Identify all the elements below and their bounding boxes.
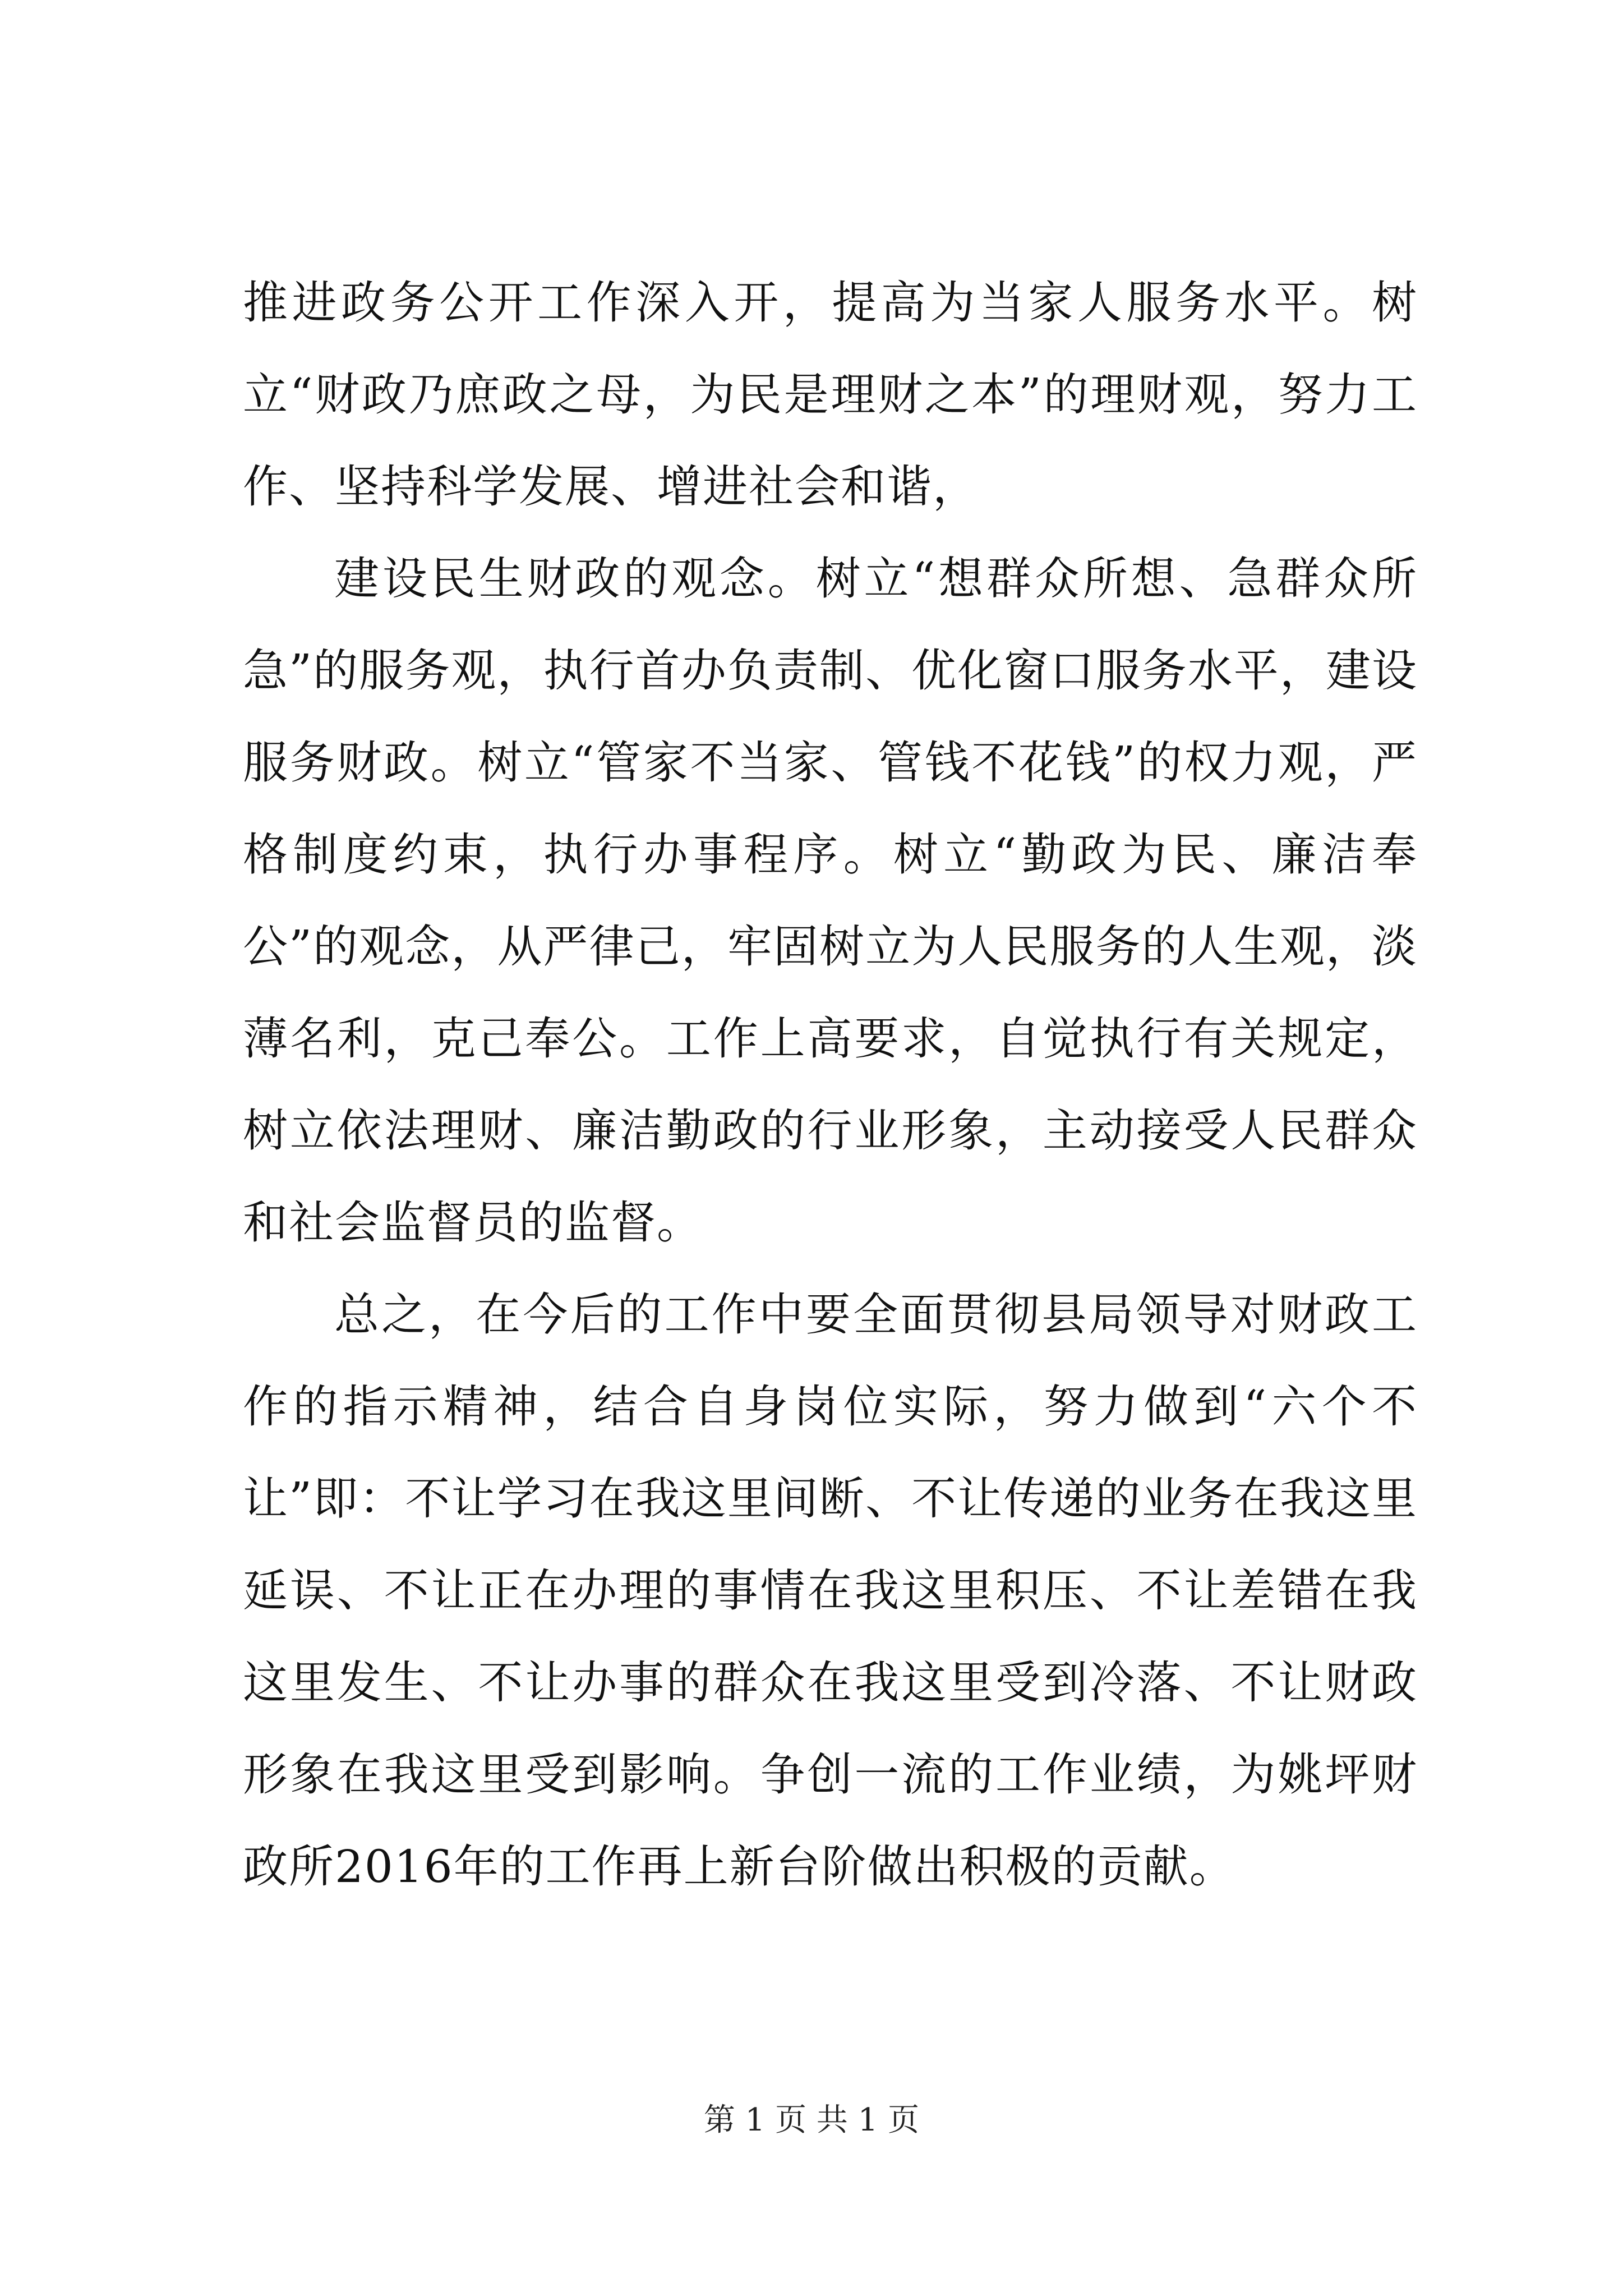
document-body: [243, 257, 1418, 1913]
paragraph-conclusion: 总之，在今后的工作中要全面贯彻县局领导对财政工作的指示精神，结合自身岗位实际，努力做到“六个不让”即：不让学习在我这里间断、不让传递的业务在我这里延误、不让正在办理的事情在我这里积压、不让差错在我这里发生、不让办事的群众在我这里受到冷落、不让财政形象在我这里受到影响。争创一流的工作业绩，为姚坪财政所2016年的工作再上新台阶做出积极的贡献。: [243, 1289, 1418, 1893]
paragraph-livelihood-finance: 建设民生财政的观念。树立“想群众所想、急群众所急”的服务观，执行首办负责制、优化窗口服务水平，建设服务财政。树立“管家不当家、管钱不花钱”的权力观，严格制度约束，执行办事程序。树立“勤政为民、廉洁奉公”的观念，从严律己，牢固树立为人民服务的人生观，淡薄名利，克己奉公。工作上高要求，自觉执行有关规定，树立依法理财、廉洁勤政的行业形象，主动接受人民群众和社会监督员的监督。: [243, 553, 1418, 1249]
page-number-footer: 第 1 页 共 1 页: [703, 2102, 920, 2138]
paragraph-continuation: 推进政务公开工作深入开，提高为当家人服务水平。树立“财政乃庶政之母，为民是理财之本”的理财观，努力工作、坚持科学发展、增进社会和谐，: [243, 277, 1418, 513]
